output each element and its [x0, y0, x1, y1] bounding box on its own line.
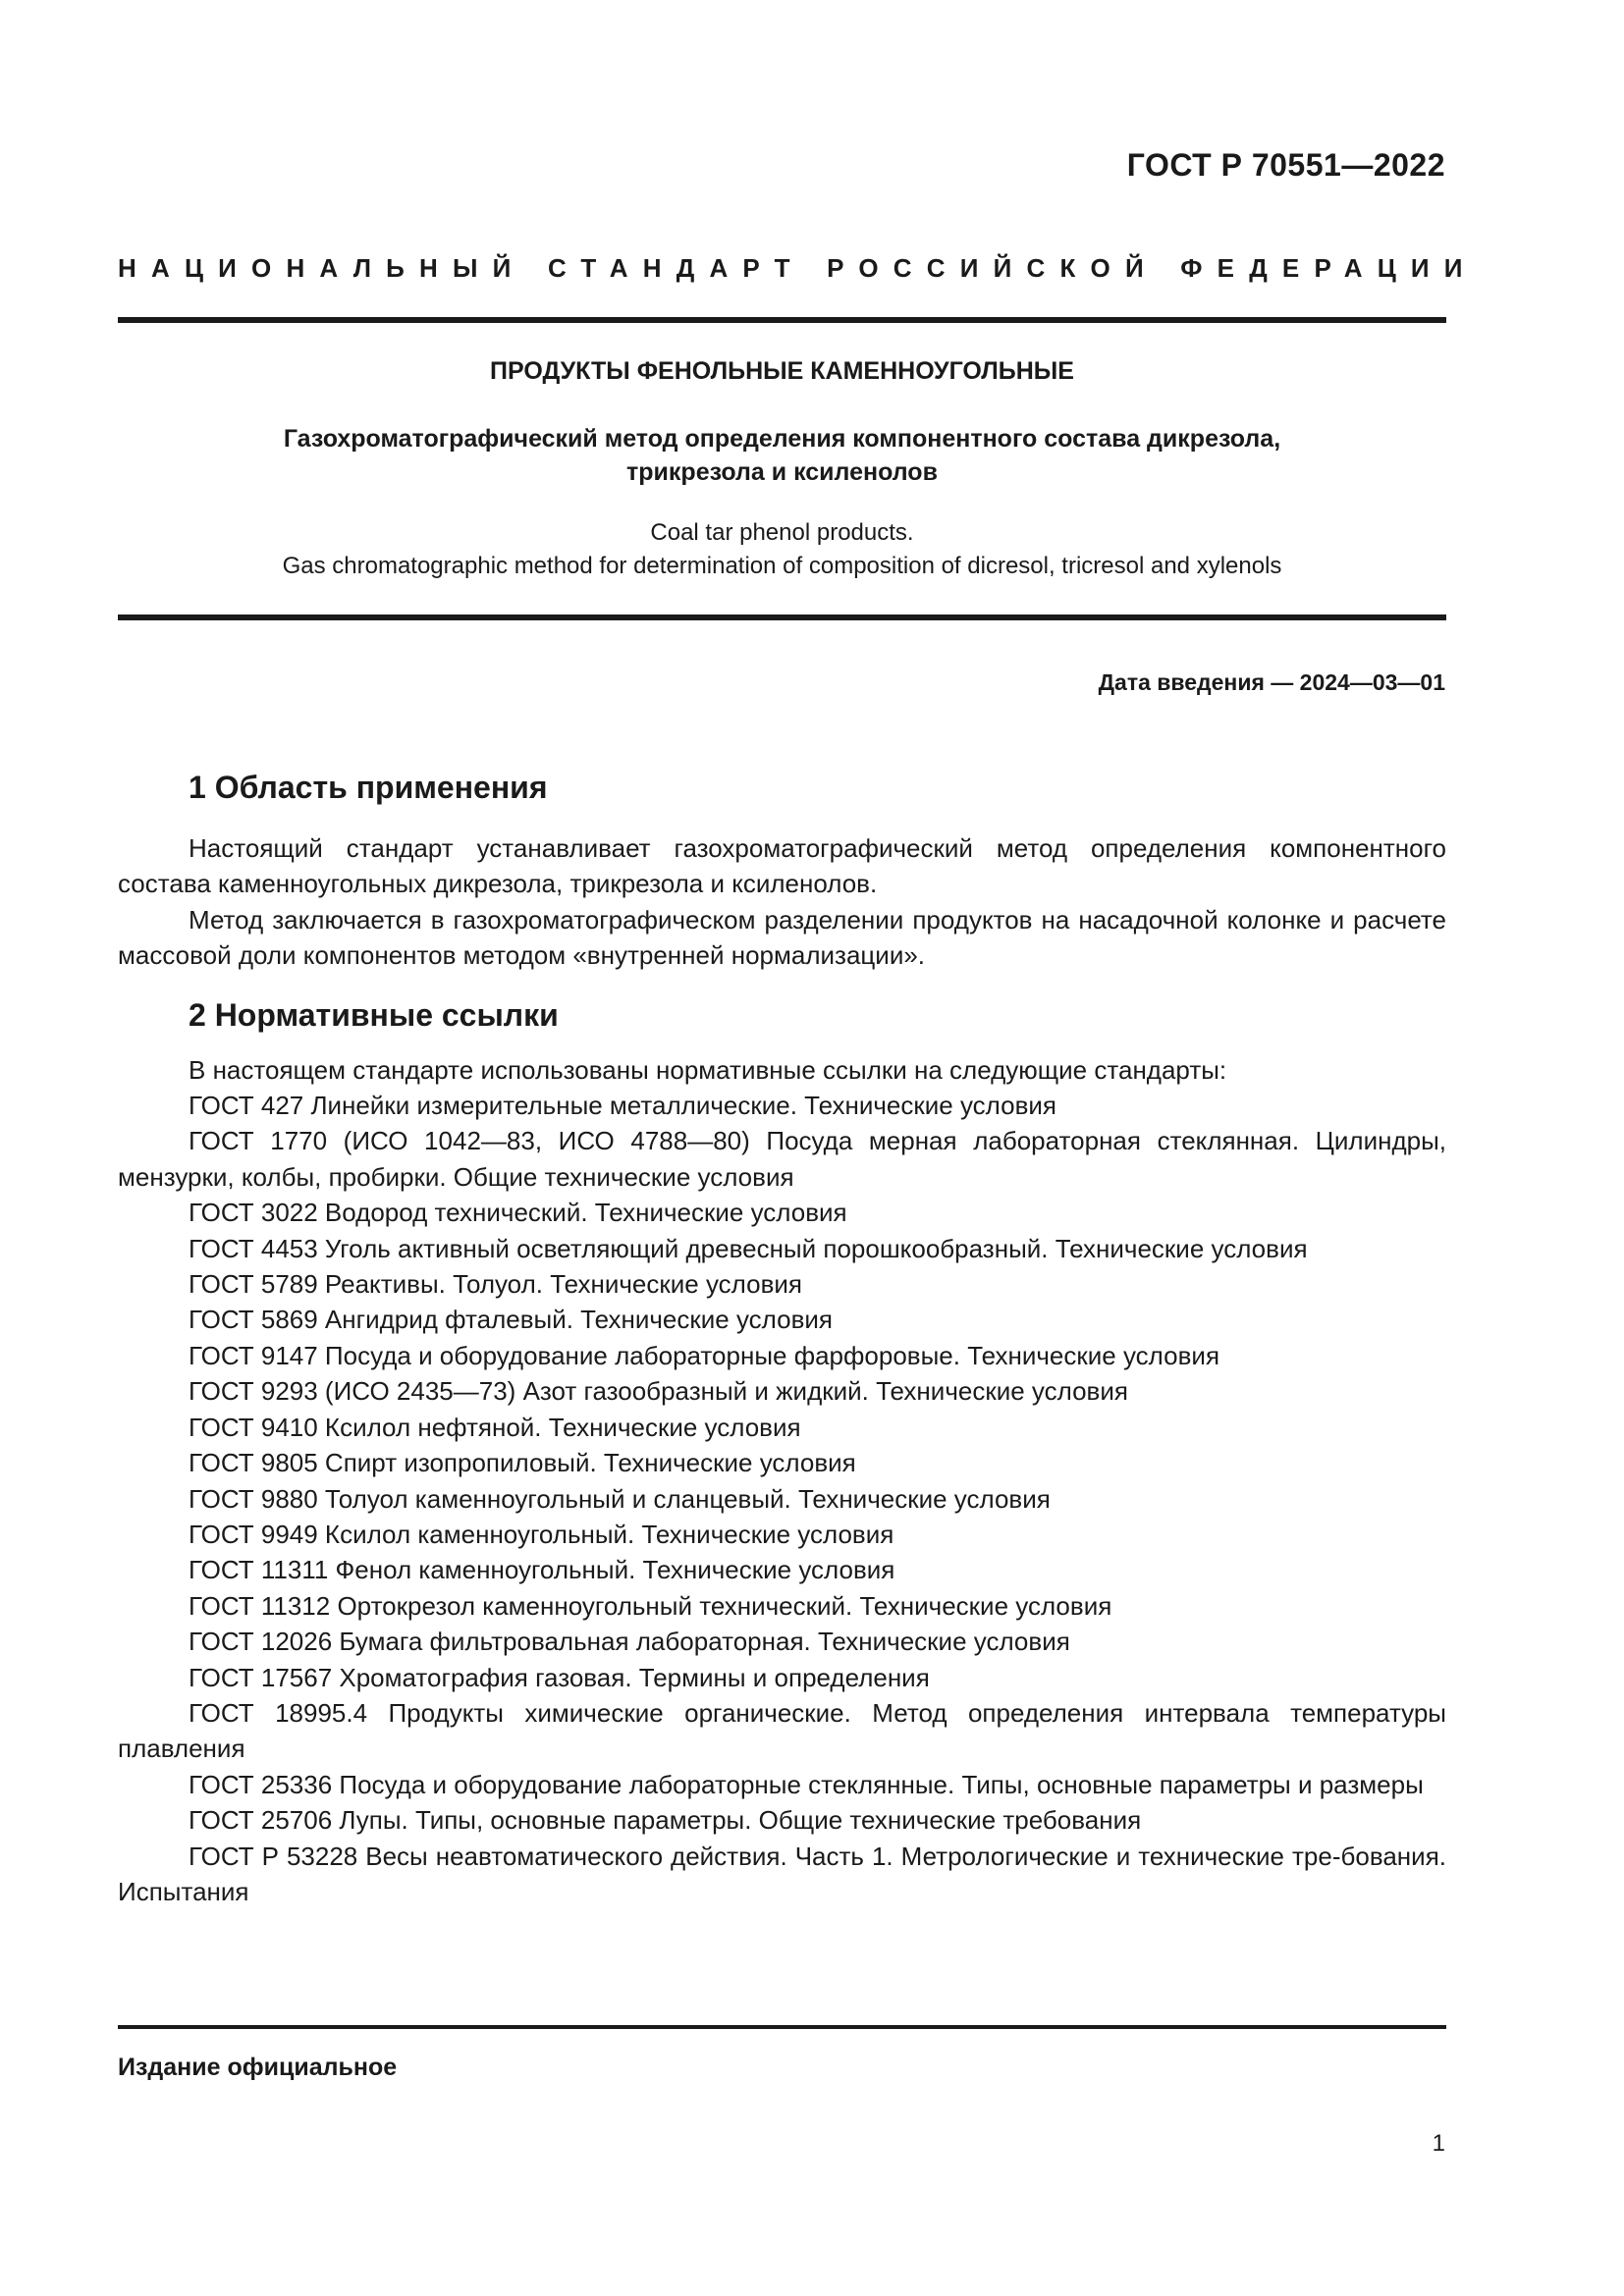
reference-item: ГОСТ 1770 (ИСО 1042—83, ИСО 4788—80) Посуда мерная лабораторная стеклянная. Цилиндры, мензурки, колбы, пробирки. Общие технические условия — [118, 1126, 1446, 1192]
top-divider — [118, 317, 1446, 323]
national-standard-banner: НАЦИОНАЛЬНЫЙ СТАНДАРТ РОССИЙСКОЙ ФЕДЕРАЦИИ — [118, 253, 1478, 283]
section-1-paragraph: Настоящий стандарт устанавливает газохроматографический метод определения компонентного состава каменноугольных дикрезола, трикрезола и ксиленолов. — [118, 833, 1446, 899]
reference-item: ГОСТ 4453 Уголь активный осветляющий древесный порошкообразный. Технические условия — [189, 1233, 1308, 1263]
reference-item: ГОСТ 3022 Водород технический. Технические условия — [189, 1198, 847, 1228]
section-1-paragraph: Метод заключается в газохроматографическом разделении продуктов на насадочной колонке и расчете массовой доли компонентов методом «внутренней нормализации». — [118, 904, 1446, 971]
main-content — [118, 766, 1446, 1909]
reference-item: ГОСТ 9880 Толуол каменноугольный и сланцевый. Технические условия — [189, 1483, 1051, 1514]
reference-item: ГОСТ 9410 Ксилол нефтяной. Технические условия — [189, 1412, 801, 1442]
references-list — [118, 1088, 1446, 1909]
reference-item: ГОСТ 5789 Реактивы. Толуол. Технические условия — [189, 1269, 803, 1300]
section-2-intro: В настоящем стандарте использованы нормативные ссылки на следующие стандарты: — [189, 1054, 1227, 1085]
reference-item: ГОСТ 25706 Лупы. Типы, основные параметры. Общие технические требования — [189, 1805, 1142, 1836]
section-1-heading: 1 Область применения — [189, 770, 548, 805]
official-edition-label: Издание официальное — [118, 2054, 398, 2081]
bottom-divider — [118, 2025, 1446, 2029]
standard-subtitle — [118, 422, 1446, 489]
english-title-line-2: Gas chromatographic method for determination of composition of dicresol, tricresol and xylenols — [282, 553, 1282, 579]
reference-item: ГОСТ 18995.4 Продукты химические органические. Метод определения интервала температуры плавления — [118, 1697, 1446, 1764]
subtitle-line-2: трикрезола и ксиленолов — [626, 458, 938, 486]
reference-item: ГОСТ 11312 Ортокрезол каменноугольный технический. Технические условия — [189, 1590, 1112, 1621]
introduction-date: Дата введения — 2024—03—01 — [1098, 669, 1445, 695]
reference-item: ГОСТ 25336 Посуда и оборудование лабораторные стеклянные. Типы, основные параметры и размеры — [189, 1769, 1424, 1799]
reference-item: ГОСТ 11311 Фенол каменноугольный. Технические условия — [189, 1555, 895, 1585]
reference-item: ГОСТ 9293 (ИСО 2435—73) Азот газообразный и жидкий. Технические условия — [189, 1376, 1128, 1407]
reference-item: ГОСТ 427 Линейки измерительные металлические. Технические условия — [189, 1091, 1056, 1121]
reference-item: ГОСТ 9147 Посуда и оборудование лабораторные фарфоровые. Технические условия — [189, 1340, 1220, 1370]
standard-title: ПРОДУКТЫ ФЕНОЛЬНЫЕ КАМЕННОУГОЛЬНЫЕ — [490, 357, 1074, 385]
subtitle-line-1: Газохроматографический метод определения компонентного состава дикрезола, — [283, 425, 1281, 453]
reference-item: ГОСТ 17567 Хроматография газовая. Термины и определения — [189, 1662, 930, 1692]
english-title-line-1: Coal tar phenol products. — [650, 519, 914, 546]
reference-item: ГОСТ 5869 Ангидрид фталевый. Технические условия — [189, 1305, 834, 1335]
page-number: 1 — [1432, 2130, 1445, 2157]
reference-item: ГОСТ 12026 Бумага фильтровальная лабораторная. Технические условия — [189, 1627, 1070, 1657]
document-number: ГОСТ Р 70551—2022 — [1126, 147, 1445, 183]
reference-item: ГОСТ 9949 Ксилол каменноугольный. Технические условия — [189, 1519, 894, 1549]
english-title — [118, 516, 1446, 583]
reference-item: ГОСТ Р 53228 Весы неавтоматического действия. Часть 1. Метрологические и технические тре-бования. Испытания — [118, 1841, 1446, 1906]
middle-divider — [118, 614, 1446, 620]
section-2-heading: 2 Нормативные ссылки — [189, 996, 559, 1033]
reference-item: ГОСТ 9805 Спирт изопропиловый. Технические условия — [189, 1448, 856, 1478]
